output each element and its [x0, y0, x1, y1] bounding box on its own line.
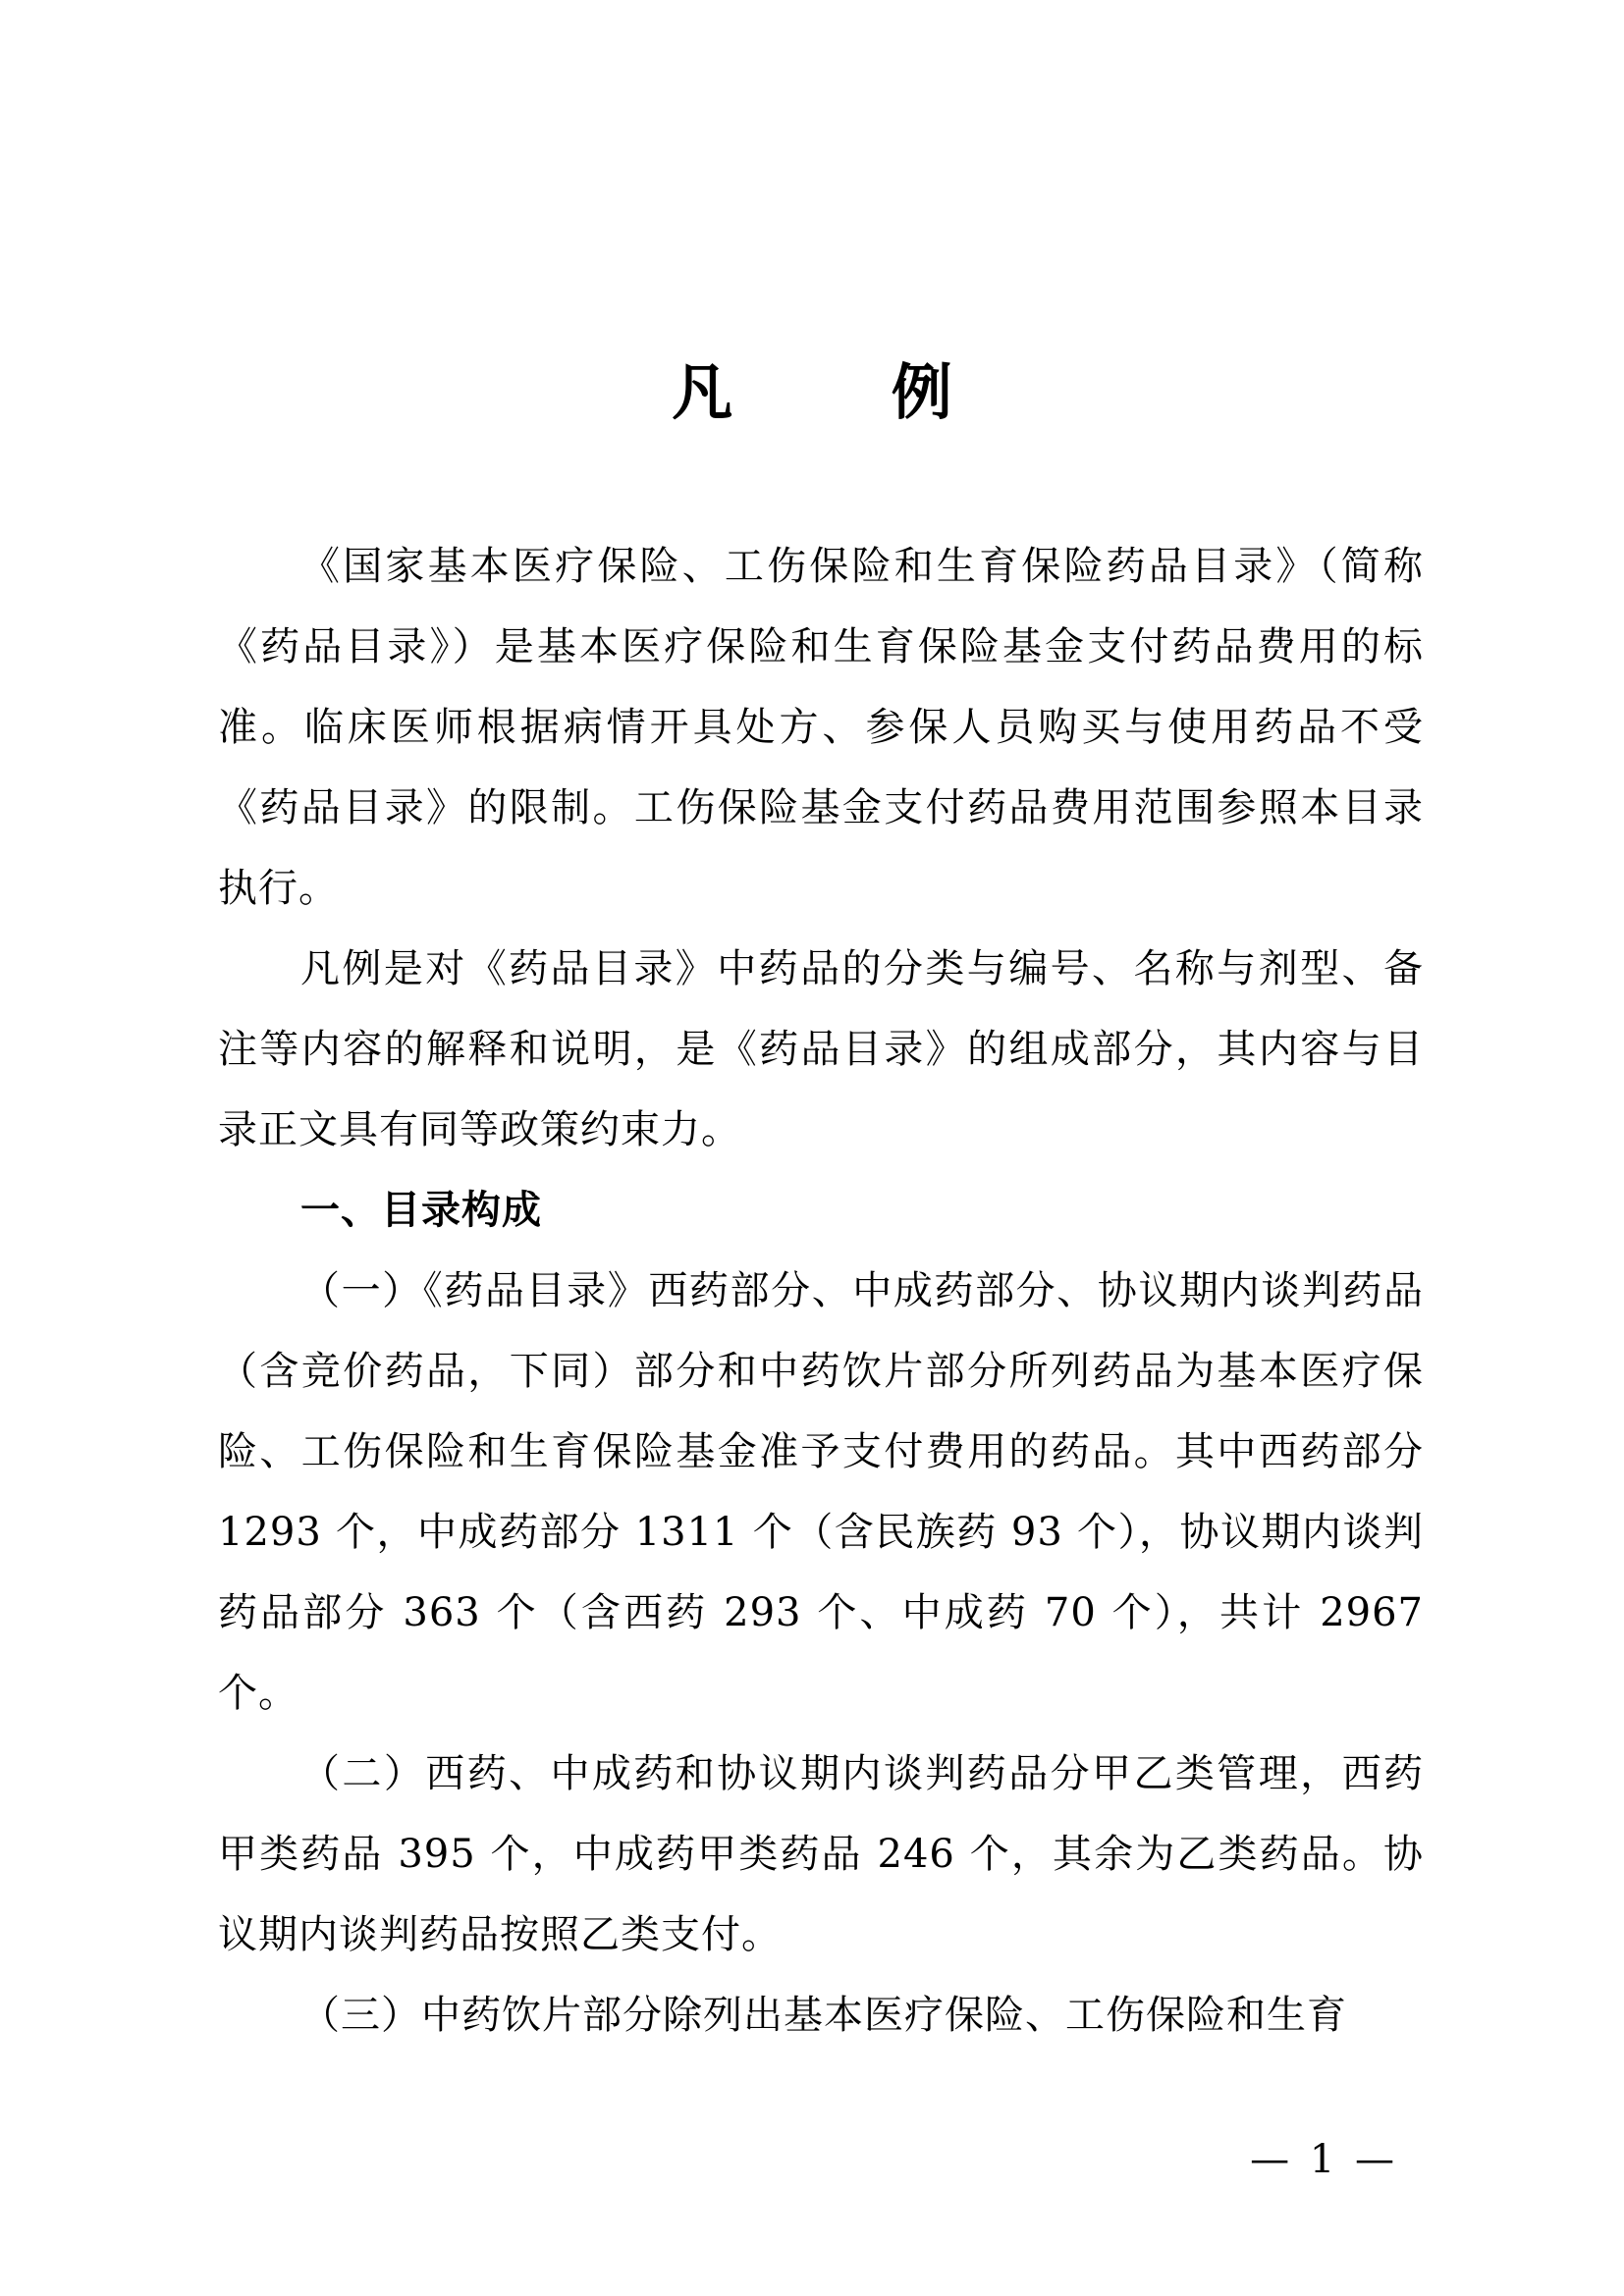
document-title: 凡 例	[672, 356, 1021, 428]
document-body	[218, 526, 1424, 2056]
intro-paragraph-2: 凡例是对《药品目录》中药品的分类与编号、名称与剂型、备注等内容的解释和说明，是《药品目录》的组成部分，其内容与目录正文具有同等政策约束力。	[218, 946, 1424, 1152]
page-number: — 1 —	[1250, 2137, 1398, 2182]
section-item-3: （三）中药饮片部分除列出基本医疗保险、工伤保险和生育	[300, 1993, 1347, 2038]
section-item-1: （一）《药品目录》西药部分、中成药部分、协议期内谈判药品（含竞价药品，下同）部分和中药饮片部分所列药品为基本医疗保险、工伤保险和生育保险基金准予支付费用的药品。其中西药部分 1293 个，中成药部分 1311 个（含民族药 93 个），协议期内谈判药品部分 363 个（含西药 293 个、中成药 70 个），共计 2967 个。	[218, 1268, 1424, 1716]
section-item-2: （二）西药、中成药和协议期内谈判药品分甲乙类管理，西药甲类药品 395 个，中成药甲类药品 246 个，其余为乙类药品。协议期内谈判药品按照乙类支付。	[218, 1751, 1424, 1957]
section-heading-catalog-composition: 一、目录构成	[300, 1188, 542, 1233]
intro-paragraph-1: 《国家基本医疗保险、工伤保险和生育保险药品目录》（简称《药品目录》）是基本医疗保险和生育保险基金支付药品费用的标准。临床医师根据病情开具处方、参保人员购买与使用药品不受《药品目录》的限制。工伤保险基金支付药品费用范围参照本目录执行。	[218, 544, 1424, 911]
